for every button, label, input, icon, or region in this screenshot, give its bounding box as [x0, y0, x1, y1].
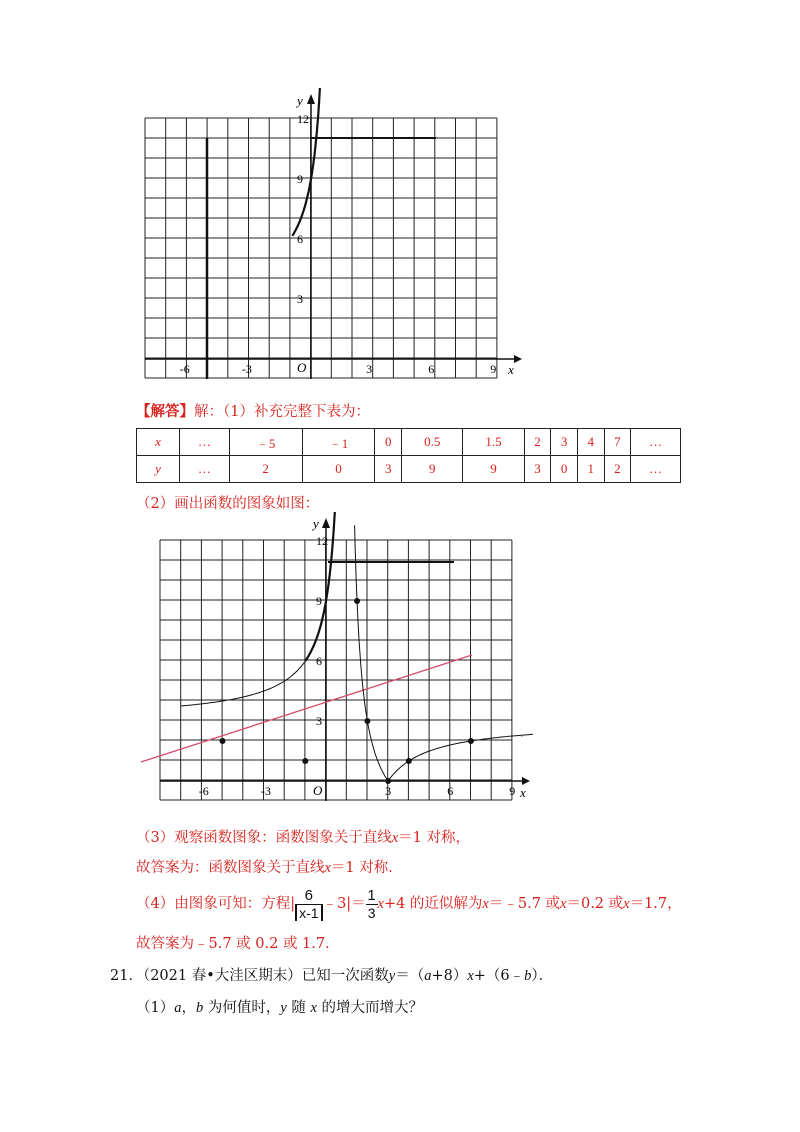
graph-point — [302, 758, 308, 764]
graph-point — [220, 738, 226, 744]
part4-var-x2: x — [482, 896, 489, 912]
x-tick-label: -6 — [179, 362, 190, 376]
frac2-numerator: 1 — [367, 886, 376, 904]
part4-var-x4: x — [623, 896, 630, 912]
x-tick-label: 3 — [385, 784, 392, 798]
graph-1-y-label: y — [297, 93, 303, 108]
answer-part3-conclusion — [136, 856, 403, 877]
graph-point — [468, 738, 474, 744]
x-tick-label: 6 — [428, 362, 435, 376]
table-cell: 2 — [524, 429, 551, 456]
graph-2-x-label: x — [520, 785, 526, 800]
table-cell: … — [180, 429, 230, 456]
y-tick-label: 9 — [297, 172, 303, 186]
table-cell: 2 — [604, 456, 631, 483]
part3-ans-a: 故答案为：函数图象关于直线 — [136, 860, 325, 876]
table-cell: 0 — [375, 429, 402, 456]
graph-1-origin-label: O — [297, 360, 307, 375]
sub1-text3: 的增大而增大？ — [316, 1000, 424, 1016]
part3-text-a: （3）观察函数图象：函数图象关于直线 — [136, 830, 392, 846]
frac2-denominator: 3 — [367, 904, 376, 921]
part3-text-b: ＝1 对称， — [398, 830, 471, 846]
table-cell: 9 — [402, 456, 463, 483]
y-tick-label: 12 — [297, 112, 309, 126]
question-21 — [110, 964, 553, 985]
y-tick-label: 6 — [297, 232, 303, 246]
answer-part1 — [136, 400, 370, 421]
fraction-1-over-3 — [366, 888, 378, 921]
table-cell: 0.5 — [402, 429, 463, 456]
graph-2-origin-label: O — [313, 783, 323, 798]
table-cell: 4 — [577, 429, 604, 456]
answer-part3 — [136, 826, 470, 847]
question-source: （2021 春•大洼区期末）已知一次函数 — [142, 968, 389, 984]
table-row-label: x — [137, 429, 180, 456]
table-cell: … — [631, 429, 681, 456]
part4-var-x1: x — [377, 896, 384, 912]
part4-text-f: ＝1.7， — [629, 896, 682, 912]
sub1-var-x: x — [310, 1000, 317, 1016]
part4-text-c: +4 的近似解为 — [383, 896, 483, 912]
graph-2 — [130, 512, 540, 806]
part3-ans-b: ＝1 对称． — [330, 860, 403, 876]
frac1-numerator: 6 — [304, 886, 314, 904]
value-table — [136, 428, 681, 483]
sub1-text: 为何值时， — [203, 1000, 281, 1016]
answer-part1-text: 解：（1）补充完整下表为： — [194, 404, 370, 420]
answer-part4-conclusion: 故答案为﹣5.7 或 0.2 或 1.7． — [136, 936, 340, 952]
table-row — [137, 456, 681, 483]
table-cell: 1.5 — [463, 429, 524, 456]
table-cell: 0 — [551, 456, 578, 483]
question-number: 21． — [110, 968, 143, 984]
part4-text-e: ＝0.2 或 — [566, 896, 624, 912]
part3-ans-var-x: x — [324, 860, 331, 876]
table-cell: 3 — [375, 456, 402, 483]
x-tick-label: 9 — [490, 362, 497, 376]
x-tick-label: 9 — [509, 784, 516, 798]
graph-point — [354, 598, 360, 604]
sub1-var-a: a — [174, 1000, 182, 1016]
y-tick-label: 6 — [316, 654, 322, 668]
fraction-6-over-x-1 — [295, 888, 322, 921]
table-cell: ﹣1 — [302, 429, 375, 456]
graph-2-y-label: y — [313, 516, 319, 531]
sub1-sep: ， — [181, 1000, 196, 1016]
part4-text-a: （4）由图象可知：方程| — [136, 896, 296, 912]
sub1-var-y: y — [280, 1000, 287, 1016]
q21-expr-tail: +（6﹣ — [473, 968, 525, 984]
table-cell: 2 — [229, 456, 302, 483]
y-tick-label: 9 — [316, 594, 322, 608]
sub1-var-b: b — [195, 1000, 204, 1016]
svg-text:·: · — [520, 732, 524, 743]
part4-text-d: ＝﹣5.7 或 — [488, 896, 561, 912]
part4-var-x3: x — [560, 896, 567, 912]
answer-part2: （2）画出函数的图象如图： — [136, 496, 320, 512]
graph-point — [406, 758, 412, 764]
table-cell: 7 — [604, 429, 631, 456]
x-tick-label: 3 — [366, 362, 373, 376]
graph-point — [364, 718, 370, 724]
x-tick-label: -3 — [241, 362, 252, 376]
y-tick-label: 12 — [316, 534, 328, 548]
q21-var-x: x — [467, 968, 474, 984]
table-cell: … — [631, 456, 681, 483]
q21-expr-eq: ＝（ — [395, 968, 425, 984]
table-cell: ﹣5 — [229, 429, 302, 456]
table-cell: 3 — [524, 456, 551, 483]
question-21-sub1 — [136, 996, 423, 1017]
answer-tag: 【解答】 — [136, 403, 194, 420]
part4-text-b: ﹣3|＝ — [322, 896, 366, 912]
q21-var-y: y — [388, 968, 396, 984]
q21-expr-mid: +8） — [431, 968, 468, 984]
x-tick-label: 6 — [447, 784, 454, 798]
table-cell: … — [180, 456, 230, 483]
table-row-label: y — [137, 456, 180, 483]
x-tick-label: -6 — [198, 784, 209, 798]
table-cell: 1 — [577, 456, 604, 483]
q21-var-a: a — [424, 968, 432, 984]
y-tick-label: 3 — [316, 714, 322, 728]
part3-var-x: x — [391, 830, 399, 846]
y-tick-label: 3 — [297, 292, 303, 306]
table-row — [137, 429, 681, 456]
graph-1-x-label: x — [508, 362, 514, 377]
frac1-denominator: x-1 — [295, 904, 322, 921]
sub1-index: （1） — [136, 1000, 175, 1016]
q21-expr-end: ）． — [531, 968, 554, 984]
graph-1 — [130, 88, 530, 384]
answer-part4 — [136, 884, 682, 924]
table-cell: 3 — [551, 429, 578, 456]
table-cell: 0 — [302, 456, 375, 483]
sub1-text2: 随 — [286, 1000, 311, 1016]
q21-var-b: b — [524, 968, 532, 984]
x-tick-label: -3 — [260, 784, 271, 798]
table-cell: 9 — [463, 456, 524, 483]
